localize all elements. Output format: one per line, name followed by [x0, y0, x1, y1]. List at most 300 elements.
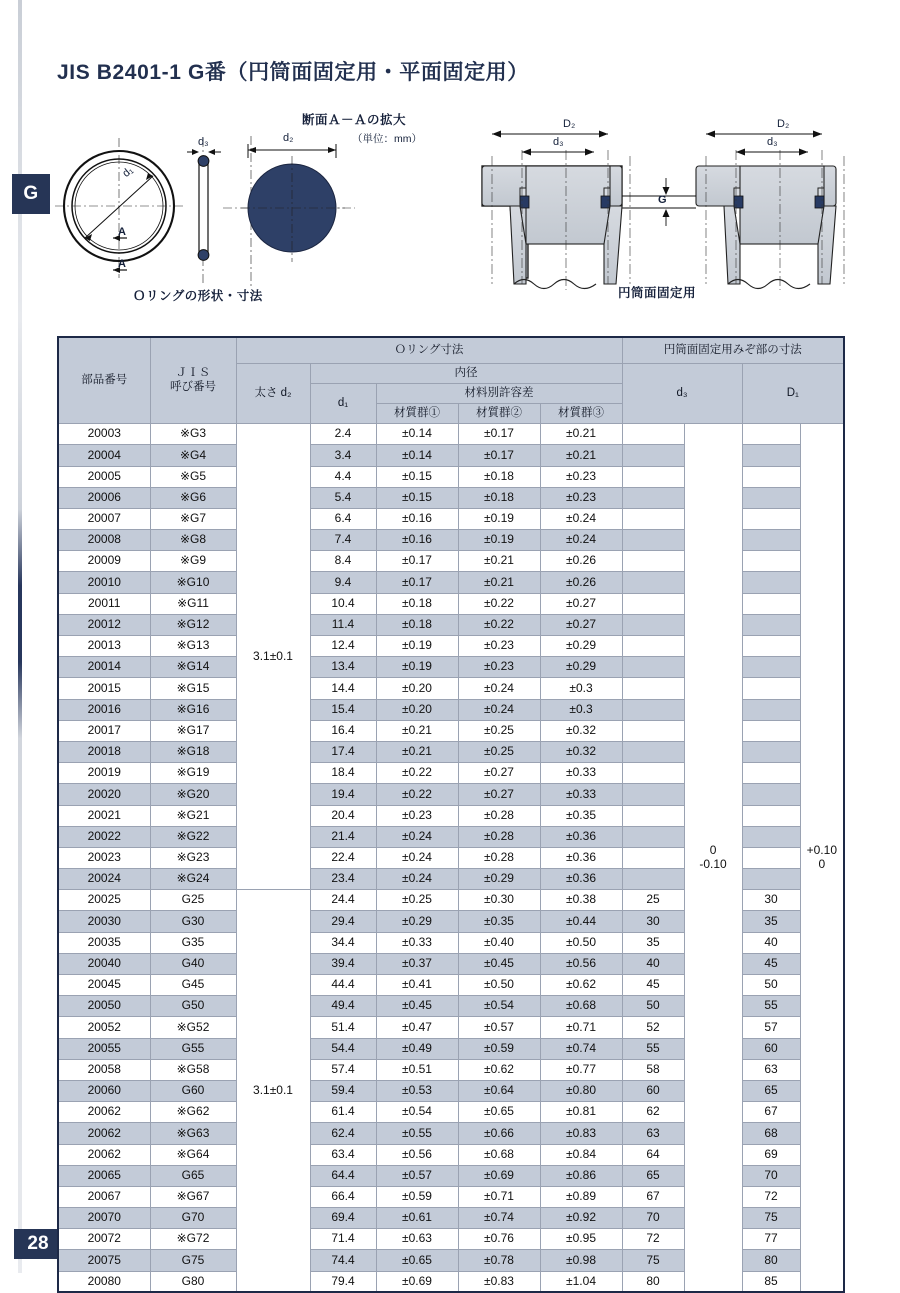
cell-tolerance-material-3: ±0.26 — [540, 551, 622, 572]
cell-d3 — [622, 657, 684, 678]
cell-tolerance-material-1: ±0.56 — [376, 1144, 458, 1165]
cell-D1: 55 — [742, 996, 800, 1017]
cell-jis-number: ※G3 — [150, 424, 236, 445]
cell-d1: 11.4 — [310, 614, 376, 635]
cell-d1: 54.4 — [310, 1038, 376, 1059]
cell-tolerance-material-1: ±0.55 — [376, 1123, 458, 1144]
label-D2-left: D₂ — [563, 118, 576, 130]
cell-D1 — [742, 847, 800, 868]
cell-d3: 50 — [622, 996, 684, 1017]
cell-tolerance-material-3: ±0.98 — [540, 1250, 622, 1271]
cell-tolerance-material-3: ±0.21 — [540, 445, 622, 466]
cell-tolerance-material-2: ±0.19 — [458, 508, 540, 529]
cell-d3: 55 — [622, 1038, 684, 1059]
cell-tolerance-material-1: ±0.51 — [376, 1059, 458, 1080]
cell-d1: 29.4 — [310, 911, 376, 932]
cell-part-number: 20058 — [58, 1059, 150, 1080]
cell-part-number: 20067 — [58, 1186, 150, 1207]
cell-jis-number: ※G8 — [150, 530, 236, 551]
cell-d3 — [622, 487, 684, 508]
cell-tolerance-material-1: ±0.47 — [376, 1017, 458, 1038]
cell-d1: 22.4 — [310, 847, 376, 868]
cell-tolerance-material-2: ±0.57 — [458, 1017, 540, 1038]
cell-tolerance-material-1: ±0.33 — [376, 932, 458, 953]
cell-part-number: 20019 — [58, 763, 150, 784]
cell-tolerance-material-3: ±0.95 — [540, 1229, 622, 1250]
cell-tolerance-material-3: ±0.86 — [540, 1165, 622, 1186]
page-number-badge — [14, 1229, 62, 1259]
cell-tolerance-material-1: ±0.18 — [376, 614, 458, 635]
cell-tolerance-material-2: ±0.24 — [458, 678, 540, 699]
cell-tolerance-material-3: ±0.83 — [540, 1123, 622, 1144]
cell-jis-number: ※G22 — [150, 826, 236, 847]
cell-tolerance-material-2: ±0.28 — [458, 847, 540, 868]
cell-part-number: 20008 — [58, 530, 150, 551]
cell-jis-number: ※G15 — [150, 678, 236, 699]
cell-d3 — [622, 466, 684, 487]
cell-tolerance-material-1: ±0.29 — [376, 911, 458, 932]
cell-D1 — [742, 593, 800, 614]
cell-part-number: 20014 — [58, 657, 150, 678]
cell-d3 — [622, 784, 684, 805]
cell-tolerance-material-1: ±0.15 — [376, 487, 458, 508]
cell-d3: 35 — [622, 932, 684, 953]
cell-tolerance-material-1: ±0.24 — [376, 869, 458, 890]
cell-jis-number: ※G67 — [150, 1186, 236, 1207]
cylindrical-mount-svg — [470, 108, 890, 308]
cell-tolerance-material-1: ±0.59 — [376, 1186, 458, 1207]
cell-d1: 13.4 — [310, 657, 376, 678]
cell-tolerance-material-1: ±0.20 — [376, 699, 458, 720]
d3-tolerance-lower: -0.10 — [699, 856, 727, 871]
cell-D1: 77 — [742, 1229, 800, 1250]
cell-jis-number: ※G72 — [150, 1229, 236, 1250]
page-title: JIS B2401-1 G番（円筒面固定用・平面固定用） — [57, 61, 529, 84]
cell-tolerance-material-1: ±0.14 — [376, 445, 458, 466]
cell-d1: 79.4 — [310, 1271, 376, 1292]
cell-tolerance-material-2: ±0.69 — [458, 1165, 540, 1186]
cell-d1: 4.4 — [310, 466, 376, 487]
cell-jis-number: ※G58 — [150, 1059, 236, 1080]
oring-spec-table — [57, 336, 845, 1293]
cell-d1: 57.4 — [310, 1059, 376, 1080]
cell-part-number: 20030 — [58, 911, 150, 932]
th-inner-dia: 内径 — [310, 363, 622, 383]
th-groove-dims: 円筒面固定用みぞ部の寸法 — [622, 337, 844, 363]
cell-tolerance-material-1: ±0.25 — [376, 890, 458, 911]
cell-d1: 15.4 — [310, 699, 376, 720]
cell-tolerance-material-1: ±0.18 — [376, 593, 458, 614]
cell-tolerance-material-3: ±0.62 — [540, 975, 622, 996]
cell-tolerance-material-3: ±0.23 — [540, 466, 622, 487]
cell-d3: 75 — [622, 1250, 684, 1271]
cell-tolerance-material-2: ±0.68 — [458, 1144, 540, 1165]
cell-part-number: 20004 — [58, 445, 150, 466]
cell-jis-number: ※G4 — [150, 445, 236, 466]
cell-jis-number: ※G52 — [150, 1017, 236, 1038]
cell-jis-number: ※G7 — [150, 508, 236, 529]
cell-tolerance-material-3: ±0.56 — [540, 953, 622, 974]
cell-D1 — [742, 614, 800, 635]
cell-D1 — [742, 636, 800, 657]
cell-tolerance-material-1: ±0.24 — [376, 847, 458, 868]
unit-note: （単位：mm） — [352, 133, 422, 145]
cell-d3-tolerance — [684, 424, 742, 1293]
cell-tolerance-material-3: ±1.04 — [540, 1271, 622, 1292]
cell-tolerance-material-1: ±0.41 — [376, 975, 458, 996]
cell-tolerance-material-1: ±0.16 — [376, 508, 458, 529]
cell-D1 — [742, 699, 800, 720]
cell-d3 — [622, 636, 684, 657]
cell-tolerance-material-2: ±0.25 — [458, 741, 540, 762]
cell-tolerance-material-2: ±0.21 — [458, 572, 540, 593]
cell-tolerance-material-2: ±0.17 — [458, 445, 540, 466]
cell-d1: 24.4 — [310, 890, 376, 911]
cell-part-number: 20025 — [58, 890, 150, 911]
label-d3-right: d₃ — [767, 136, 778, 148]
cell-tolerance-material-3: ±0.26 — [540, 572, 622, 593]
cell-D1: 69 — [742, 1144, 800, 1165]
th-oring-dims: Ｏリング寸法 — [236, 337, 622, 363]
th-jis-number — [150, 337, 236, 424]
cell-part-number: 20024 — [58, 869, 150, 890]
cell-tolerance-material-1: ±0.20 — [376, 678, 458, 699]
cell-d3: 70 — [622, 1208, 684, 1229]
cell-tolerance-material-3: ±0.84 — [540, 1144, 622, 1165]
cell-d1: 74.4 — [310, 1250, 376, 1271]
cell-jis-number: G80 — [150, 1271, 236, 1292]
cell-D1 — [742, 466, 800, 487]
cell-tolerance-material-3: ±0.89 — [540, 1186, 622, 1207]
cell-tolerance-material-3: ±0.24 — [540, 530, 622, 551]
cell-jis-number: G45 — [150, 975, 236, 996]
cell-tolerance-material-2: ±0.23 — [458, 636, 540, 657]
cell-D1-tolerance — [800, 424, 844, 1293]
cell-tolerance-material-2: ±0.18 — [458, 487, 540, 508]
cell-D1 — [742, 869, 800, 890]
cell-tolerance-material-3: ±0.29 — [540, 657, 622, 678]
th-d3: d₃ — [622, 363, 742, 424]
cell-tolerance-material-3: ±0.35 — [540, 805, 622, 826]
cell-part-number: 20021 — [58, 805, 150, 826]
cell-d3: 63 — [622, 1123, 684, 1144]
cell-D1 — [742, 572, 800, 593]
cell-d1: 21.4 — [310, 826, 376, 847]
cell-part-number: 20075 — [58, 1250, 150, 1271]
label-section-a-bottom: A — [118, 258, 126, 270]
cell-D1 — [742, 805, 800, 826]
cell-jis-number: ※G64 — [150, 1144, 236, 1165]
cell-tolerance-material-1: ±0.15 — [376, 466, 458, 487]
page-number-label: 28 — [27, 1233, 49, 1254]
cell-jis-number: ※G16 — [150, 699, 236, 720]
cell-tolerance-material-3: ±0.74 — [540, 1038, 622, 1059]
cell-tolerance-material-1: ±0.19 — [376, 657, 458, 678]
cell-d1: 62.4 — [310, 1123, 376, 1144]
cell-d1: 39.4 — [310, 953, 376, 974]
cell-tolerance-material-1: ±0.17 — [376, 551, 458, 572]
cell-part-number: 20011 — [58, 593, 150, 614]
cell-d1: 16.4 — [310, 720, 376, 741]
cell-tolerance-material-2: ±0.54 — [458, 996, 540, 1017]
cell-d3 — [622, 508, 684, 529]
cell-tolerance-material-3: ±0.32 — [540, 720, 622, 741]
cell-tolerance-material-1: ±0.17 — [376, 572, 458, 593]
cell-D1 — [742, 487, 800, 508]
cell-tolerance-material-3: ±0.71 — [540, 1017, 622, 1038]
cell-d1: 7.4 — [310, 530, 376, 551]
cell-jis-number: ※G13 — [150, 636, 236, 657]
cell-jis-number: G65 — [150, 1165, 236, 1186]
th-thickness: 太さ d₂ — [236, 363, 310, 424]
cell-tolerance-material-3: ±0.3 — [540, 699, 622, 720]
cell-d3 — [622, 614, 684, 635]
cell-tolerance-material-2: ±0.50 — [458, 975, 540, 996]
th-jis-line1: ＪＩＳ — [175, 367, 211, 380]
cell-part-number: 20072 — [58, 1229, 150, 1250]
cell-tolerance-material-2: ±0.65 — [458, 1102, 540, 1123]
cell-part-number: 20022 — [58, 826, 150, 847]
cell-tolerance-material-3: ±0.29 — [540, 636, 622, 657]
cell-jis-number: ※G5 — [150, 466, 236, 487]
cell-D1: 85 — [742, 1271, 800, 1292]
cell-tolerance-material-3: ±0.77 — [540, 1059, 622, 1080]
cell-tolerance-material-2: ±0.22 — [458, 614, 540, 635]
cell-jis-number: ※G21 — [150, 805, 236, 826]
cell-tolerance-material-1: ±0.45 — [376, 996, 458, 1017]
cell-jis-number: ※G9 — [150, 551, 236, 572]
cell-D1: 68 — [742, 1123, 800, 1144]
cell-jis-number: ※G12 — [150, 614, 236, 635]
cell-thickness: 3.1±0.1 — [236, 890, 310, 1293]
cell-tolerance-material-3: ±0.36 — [540, 869, 622, 890]
cell-d3 — [622, 847, 684, 868]
figure-cylindrical-caption: 円筒面固定用 — [618, 286, 697, 300]
cell-part-number: 20003 — [58, 424, 150, 445]
cell-tolerance-material-2: ±0.71 — [458, 1186, 540, 1207]
cell-tolerance-material-2: ±0.83 — [458, 1271, 540, 1292]
cell-jis-number: G25 — [150, 890, 236, 911]
cell-tolerance-material-2: ±0.17 — [458, 424, 540, 445]
D1-tolerance-lower: 0 — [818, 856, 826, 871]
cell-part-number: 20060 — [58, 1080, 150, 1101]
cell-jis-number: G50 — [150, 996, 236, 1017]
cell-part-number: 20050 — [58, 996, 150, 1017]
cell-tolerance-material-1: ±0.53 — [376, 1080, 458, 1101]
cell-d3 — [622, 869, 684, 890]
cell-d3 — [622, 720, 684, 741]
cell-part-number: 20016 — [58, 699, 150, 720]
th-part-number: 部品番号 — [58, 337, 150, 424]
cell-part-number: 20009 — [58, 551, 150, 572]
th-jis-line2: 呼び番号 — [170, 380, 216, 393]
cell-tolerance-material-3: ±0.32 — [540, 741, 622, 762]
cell-tolerance-material-1: ±0.23 — [376, 805, 458, 826]
label-G-gap: G — [658, 194, 667, 206]
cell-tolerance-material-2: ±0.78 — [458, 1250, 540, 1271]
cell-d1: 66.4 — [310, 1186, 376, 1207]
cell-part-number: 20023 — [58, 847, 150, 868]
cell-tolerance-material-3: ±0.27 — [540, 593, 622, 614]
cell-d3 — [622, 424, 684, 445]
cell-tolerance-material-2: ±0.35 — [458, 911, 540, 932]
cell-D1 — [742, 530, 800, 551]
cell-d1: 59.4 — [310, 1080, 376, 1101]
cell-d3: 60 — [622, 1080, 684, 1101]
cell-tolerance-material-2: ±0.76 — [458, 1229, 540, 1250]
cell-D1 — [742, 720, 800, 741]
th-D1: D₁ — [742, 363, 844, 424]
cell-d1: 12.4 — [310, 636, 376, 657]
cell-tolerance-material-3: ±0.21 — [540, 424, 622, 445]
cell-jis-number: ※G6 — [150, 487, 236, 508]
cell-part-number: 20052 — [58, 1017, 150, 1038]
cell-d3 — [622, 572, 684, 593]
cell-d3: 40 — [622, 953, 684, 974]
cell-tolerance-material-2: ±0.64 — [458, 1080, 540, 1101]
table-body — [58, 424, 844, 1293]
figure-cylindrical-mount — [470, 108, 890, 308]
D1-tolerance-upper: +0.10 — [806, 842, 837, 857]
cell-tolerance-material-1: ±0.21 — [376, 741, 458, 762]
cell-tolerance-material-2: ±0.23 — [458, 657, 540, 678]
cell-D1 — [742, 445, 800, 466]
cell-d1: 19.4 — [310, 784, 376, 805]
cell-d1: 71.4 — [310, 1229, 376, 1250]
cell-D1 — [742, 784, 800, 805]
cell-part-number: 20012 — [58, 614, 150, 635]
cell-jis-number: G35 — [150, 932, 236, 953]
cell-jis-number: ※G19 — [150, 763, 236, 784]
cell-d1: 9.4 — [310, 572, 376, 593]
cell-d1: 61.4 — [310, 1102, 376, 1123]
cell-jis-number: G60 — [150, 1080, 236, 1101]
cell-d3: 67 — [622, 1186, 684, 1207]
cell-D1: 63 — [742, 1059, 800, 1080]
cell-part-number: 20055 — [58, 1038, 150, 1059]
cell-D1: 35 — [742, 911, 800, 932]
cell-tolerance-material-3: ±0.24 — [540, 508, 622, 529]
cell-d3 — [622, 741, 684, 762]
cell-D1: 45 — [742, 953, 800, 974]
cell-tolerance-material-3: ±0.23 — [540, 487, 622, 508]
cell-part-number: 20045 — [58, 975, 150, 996]
cell-tolerance-material-1: ±0.37 — [376, 953, 458, 974]
cell-tolerance-material-2: ±0.27 — [458, 763, 540, 784]
cell-d3 — [622, 763, 684, 784]
cell-tolerance-material-3: ±0.27 — [540, 614, 622, 635]
cell-part-number: 20020 — [58, 784, 150, 805]
cell-D1: 70 — [742, 1165, 800, 1186]
cell-d3 — [622, 445, 684, 466]
section-tab-label: G — [23, 183, 39, 204]
cell-jis-number: G30 — [150, 911, 236, 932]
cell-part-number: 20005 — [58, 466, 150, 487]
cell-d1: 17.4 — [310, 741, 376, 762]
figure-oring-caption: Ｏリングの形状・寸法 — [133, 289, 263, 303]
th-material-1: 材質群① — [376, 403, 458, 423]
cell-d3: 30 — [622, 911, 684, 932]
cell-tolerance-material-3: ±0.81 — [540, 1102, 622, 1123]
cell-d3: 80 — [622, 1271, 684, 1292]
cell-tolerance-material-3: ±0.50 — [540, 932, 622, 953]
cell-part-number: 20013 — [58, 636, 150, 657]
d3-tolerance-upper: 0 — [709, 842, 717, 857]
cell-tolerance-material-1: ±0.61 — [376, 1208, 458, 1229]
label-D2-right: D₂ — [777, 118, 790, 130]
cell-d3 — [622, 826, 684, 847]
cell-tolerance-material-1: ±0.63 — [376, 1229, 458, 1250]
cell-tolerance-material-3: ±0.80 — [540, 1080, 622, 1101]
cell-jis-number: G75 — [150, 1250, 236, 1271]
cell-tolerance-material-1: ±0.21 — [376, 720, 458, 741]
cell-D1: 80 — [742, 1250, 800, 1271]
cell-d1: 10.4 — [310, 593, 376, 614]
cell-d1: 49.4 — [310, 996, 376, 1017]
cell-tolerance-material-1: ±0.69 — [376, 1271, 458, 1292]
cell-tolerance-material-2: ±0.18 — [458, 466, 540, 487]
cell-D1: 75 — [742, 1208, 800, 1229]
cell-tolerance-material-2: ±0.30 — [458, 890, 540, 911]
cell-tolerance-material-1: ±0.16 — [376, 530, 458, 551]
cell-tolerance-material-3: ±0.3 — [540, 678, 622, 699]
cell-tolerance-material-1: ±0.14 — [376, 424, 458, 445]
cell-tolerance-material-2: ±0.29 — [458, 869, 540, 890]
cell-tolerance-material-1: ±0.22 — [376, 784, 458, 805]
cell-d1: 23.4 — [310, 869, 376, 890]
cell-d1: 5.4 — [310, 487, 376, 508]
th-material-3: 材質群③ — [540, 403, 622, 423]
cell-d3: 64 — [622, 1144, 684, 1165]
cell-d1: 63.4 — [310, 1144, 376, 1165]
cell-d3 — [622, 593, 684, 614]
table-head — [58, 337, 844, 424]
cell-d3: 58 — [622, 1059, 684, 1080]
cell-d1: 44.4 — [310, 975, 376, 996]
cell-d3 — [622, 678, 684, 699]
label-d2: d₂ — [283, 132, 294, 144]
cell-d3: 62 — [622, 1102, 684, 1123]
cell-tolerance-material-3: ±0.33 — [540, 763, 622, 784]
cell-part-number: 20080 — [58, 1271, 150, 1292]
cell-thickness: 3.1±0.1 — [236, 424, 310, 890]
cell-tolerance-material-1: ±0.24 — [376, 826, 458, 847]
cell-jis-number: ※G11 — [150, 593, 236, 614]
cell-jis-number: ※G17 — [150, 720, 236, 741]
th-tolerance-group: 材料別許容差 — [376, 383, 622, 403]
cell-jis-number: ※G14 — [150, 657, 236, 678]
cell-tolerance-material-2: ±0.28 — [458, 805, 540, 826]
cell-D1 — [742, 424, 800, 445]
table-row — [58, 424, 844, 445]
cell-d1: 14.4 — [310, 678, 376, 699]
cell-jis-number: ※G20 — [150, 784, 236, 805]
cell-d3 — [622, 551, 684, 572]
cell-tolerance-material-2: ±0.22 — [458, 593, 540, 614]
cell-D1: 57 — [742, 1017, 800, 1038]
cell-jis-number: ※G10 — [150, 572, 236, 593]
cell-part-number: 20007 — [58, 508, 150, 529]
cell-D1 — [742, 678, 800, 699]
cell-tolerance-material-2: ±0.66 — [458, 1123, 540, 1144]
cell-tolerance-material-3: ±0.36 — [540, 847, 622, 868]
cell-tolerance-material-2: ±0.19 — [458, 530, 540, 551]
cell-d3 — [622, 805, 684, 826]
cell-tolerance-material-1: ±0.19 — [376, 636, 458, 657]
cell-part-number: 20062 — [58, 1102, 150, 1123]
cell-d3: 25 — [622, 890, 684, 911]
cell-part-number: 20040 — [58, 953, 150, 974]
